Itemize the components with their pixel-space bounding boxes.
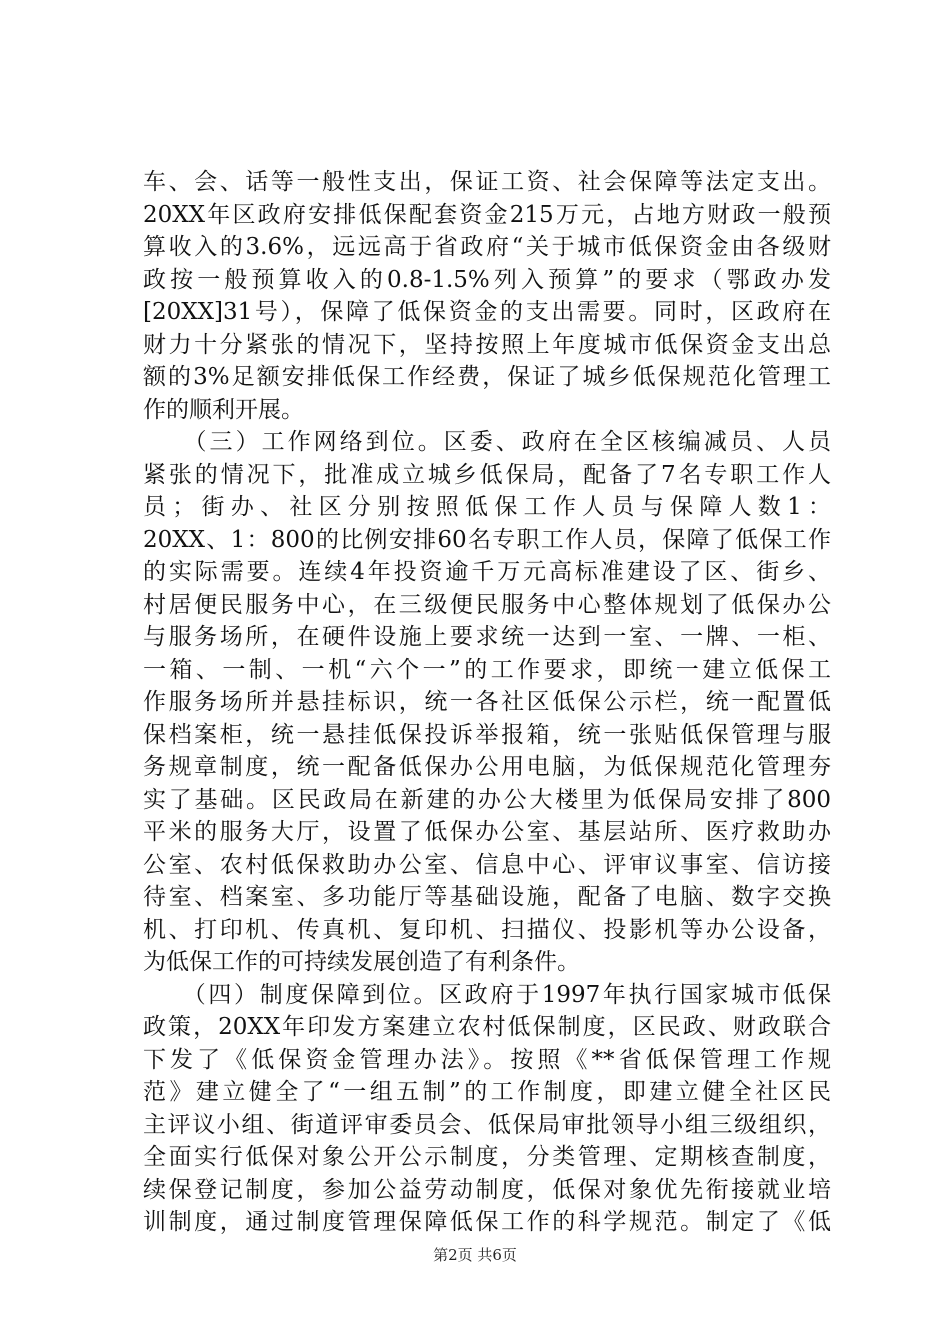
text-line: 机、打印机、传真机、复印机、扫描仪、投影机等办公设备， [143, 916, 831, 943]
text-line: 政策，20XX年印发方案建立农村低保制度，区民政、财政联合 [143, 1014, 831, 1040]
text-line: 的实际需要。连续4年投资逾千万元高标准建设了区、街乡、 [143, 559, 831, 585]
text-line: 一箱、一制、一机“六个一”的工作要求，即统一建立低保工 [143, 656, 831, 683]
text-line: 村居便民服务中心，在三级便民服务中心整体规划了低保办公 [143, 591, 831, 618]
text-line: 政按一般预算收入的0.8-1.5%列入预算”的要求（鄂政办发 [143, 266, 831, 293]
text-line: 员；街办、社区分别按照低保工作人员与保障人数1： [143, 494, 831, 520]
text-line: 实了基础。区民政局在新建的办公大楼里为低保局安排了800 [143, 786, 831, 813]
text-line: 下发了《低保资金管理办法》。按照《**省低保管理工作规 [143, 1046, 831, 1073]
text-line: 20XX年区政府安排低保配套资金215万元，占地方财政一般预 [143, 201, 831, 228]
text-line: 保档案柜，统一悬挂低保投诉举报箱，统一张贴低保管理与服 [143, 721, 831, 748]
text-line: 财力十分紧张的情况下，坚持按照上年度城市低保资金支出总 [143, 331, 831, 358]
text-line: 主评议小组、街道评审委员会、低保局审批领导小组三级组织， [143, 1111, 831, 1138]
text-line: [20XX]31号），保障了低保资金的支出需要。同时，区政府在 [143, 299, 831, 325]
text-line: 训制度，通过制度管理保障低保工作的科学规范。制定了《低 [143, 1209, 831, 1235]
text-line: 全面实行低保对象公开公示制度，分类管理、定期核查制度， [143, 1144, 831, 1170]
text-line: 公室、农村低保救助办公室、信息中心、评审议事室、信访接 [143, 851, 831, 878]
text-line: 平米的服务大厅，设置了低保办公室、基层站所、医疗救助办 [143, 819, 831, 845]
text-line: 作服务场所并悬挂标识，统一各社区低保公示栏，统一配置低 [143, 689, 831, 715]
body-text [143, 166, 831, 1239]
text-line: 车、会、话等一般性支出，保证工资、社会保障等法定支出。 [143, 169, 831, 195]
text-line: 算收入的3.6%，远远高于省政府“关于城市低保资金由各级财 [143, 234, 831, 260]
text-line: （四）制度保障到位。区政府于1997年执行国家城市低保 [143, 981, 831, 1008]
text-line: 紧张的情况下，批准成立城乡低保局，配备了7名专职工作人 [143, 461, 831, 488]
text-line: 务规章制度，统一配备低保办公用电脑，为低保规范化管理夯 [143, 754, 831, 780]
text-line: 为低保工作的可持续发展创造了有利条件。 [143, 949, 580, 975]
text-line: 20XX、1：800的比例安排60名专职工作人员，保障了低保工作 [143, 526, 831, 553]
text-line: （三）工作网络到位。区委、政府在全区核编减员、人员 [143, 429, 831, 455]
text-line: 作的顺利开展。 [143, 396, 304, 423]
text-line: 额的3%足额安排低保工作经费，保证了城乡低保规范化管理工 [143, 364, 831, 390]
page-footer: 第2页 共6页 [433, 1246, 517, 1264]
text-line: 范》建立健全了“一组五制”的工作制度，即建立健全社区民 [143, 1079, 831, 1105]
text-line: 与服务场所，在硬件设施上要求统一达到一室、一牌、一柜、 [143, 624, 831, 650]
text-line: 续保登记制度，参加公益劳动制度，低保对象优先衔接就业培 [143, 1176, 831, 1203]
text-line: 待室、档案室、多功能厅等基础设施，配备了电脑、数字交换 [143, 884, 831, 910]
